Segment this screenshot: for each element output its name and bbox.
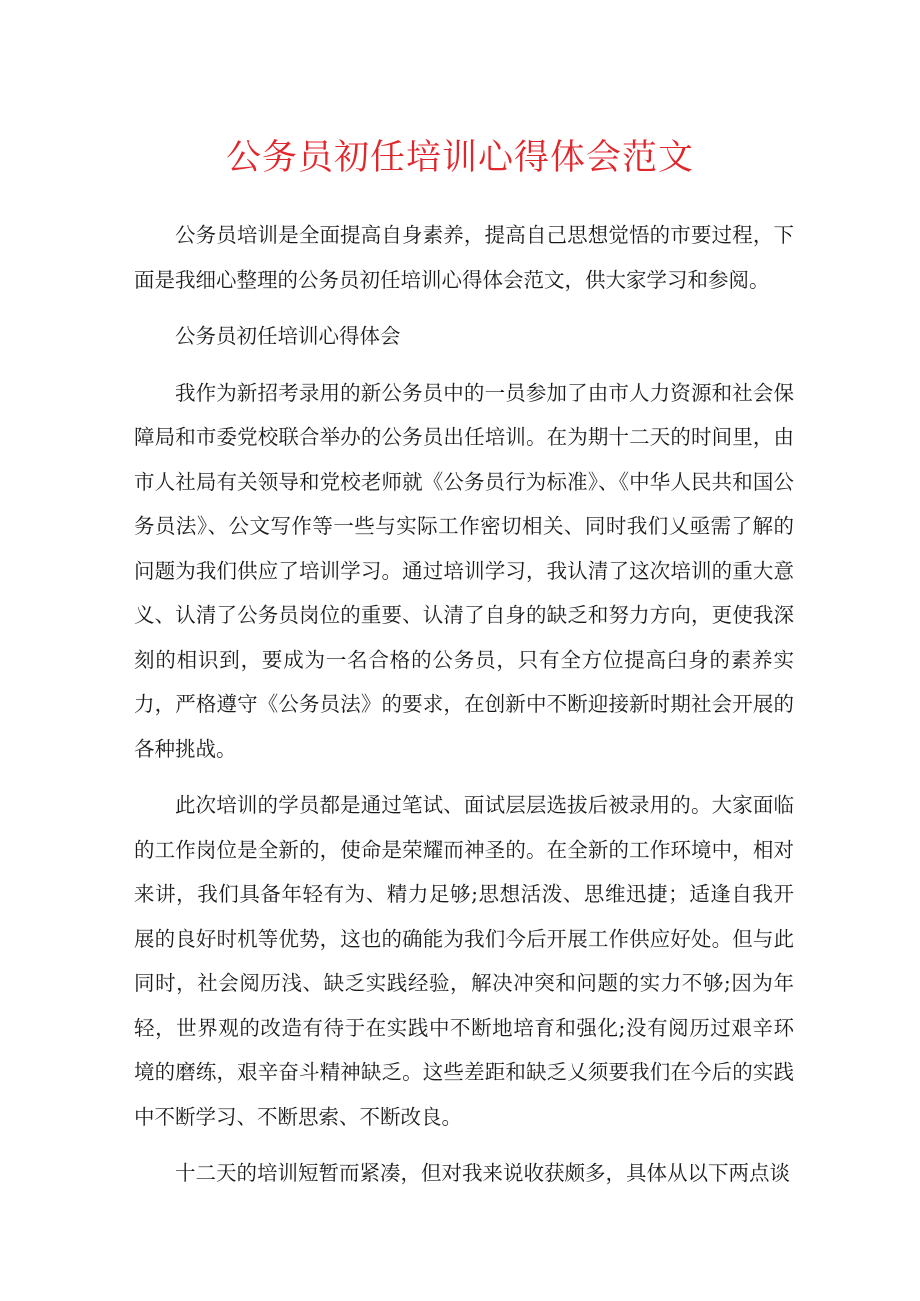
body-paragraph-3: 十二天的培训短暂而紧凑，但对我来说收获颇多，具体从以下两点谈 [175,1161,790,1185]
document-body [134,213,794,1196]
document-title: 公务员初任培训心得体会范文 [225,138,694,178]
body-paragraph-1: 我作为新招考录用的新公务员中的一员参加了由市人力资源和社会保障局和市委党校联合举办的公务员出任培训。在为期十二天的时间里，由市人社局有关领导和党校老师就《公务员行为标准》、《中华人民共和国公务员法》、公文写作等一些与实际工作密切相关、同时我们乂亟需了解的问题为我们供应了培训学习。通过培训学习，我认清了这次培训的重大意义、认清了公务员岗位的重要、认清了自身的缺乏和努力方向，更使我深刻的相识到，要成为一名合格的公务员，只有全方位提高臼身的素养实力，严格遵守《公务员法》的要求，在创新中不断迎接新时期社会开展的各种挑战。 [134,380,794,761]
body-paragraph-2: 此次培训的学员都是通过笔试、面试层层选拔后被录用的。大家面临的工作岗位是全新的，使命是荣耀而神圣的。在全新的工作环境中，相对来讲，我们具备年轻有为、精力足够;思想活泼、思维迅捷；适逢自我开展的良好时机等优势，这也的确能为我们今后开展工作供应好处。但与此同时，社会阅历浅、缺乏实践经验，解决冲突和问题的实力不够;因为年轻，世界观的改造有待于在实践中不断地培育和强化;没有阅历过艰辛环境的磨练，艰辛奋斗精神缺乏。这些差距和缺乏乂须要我们在今后的实践中不断学习、不断思索、不断改良。 [134,793,794,1129]
section-heading: 公务员初任培训心得体会 [175,324,401,348]
intro-paragraph: 公务员培训是全面提高自身素养，提高自己思想觉悟的市要过程，下面是我细心整理的公务员初任培训心得体会范文，供大家学习和参阅。 [134,223,794,292]
